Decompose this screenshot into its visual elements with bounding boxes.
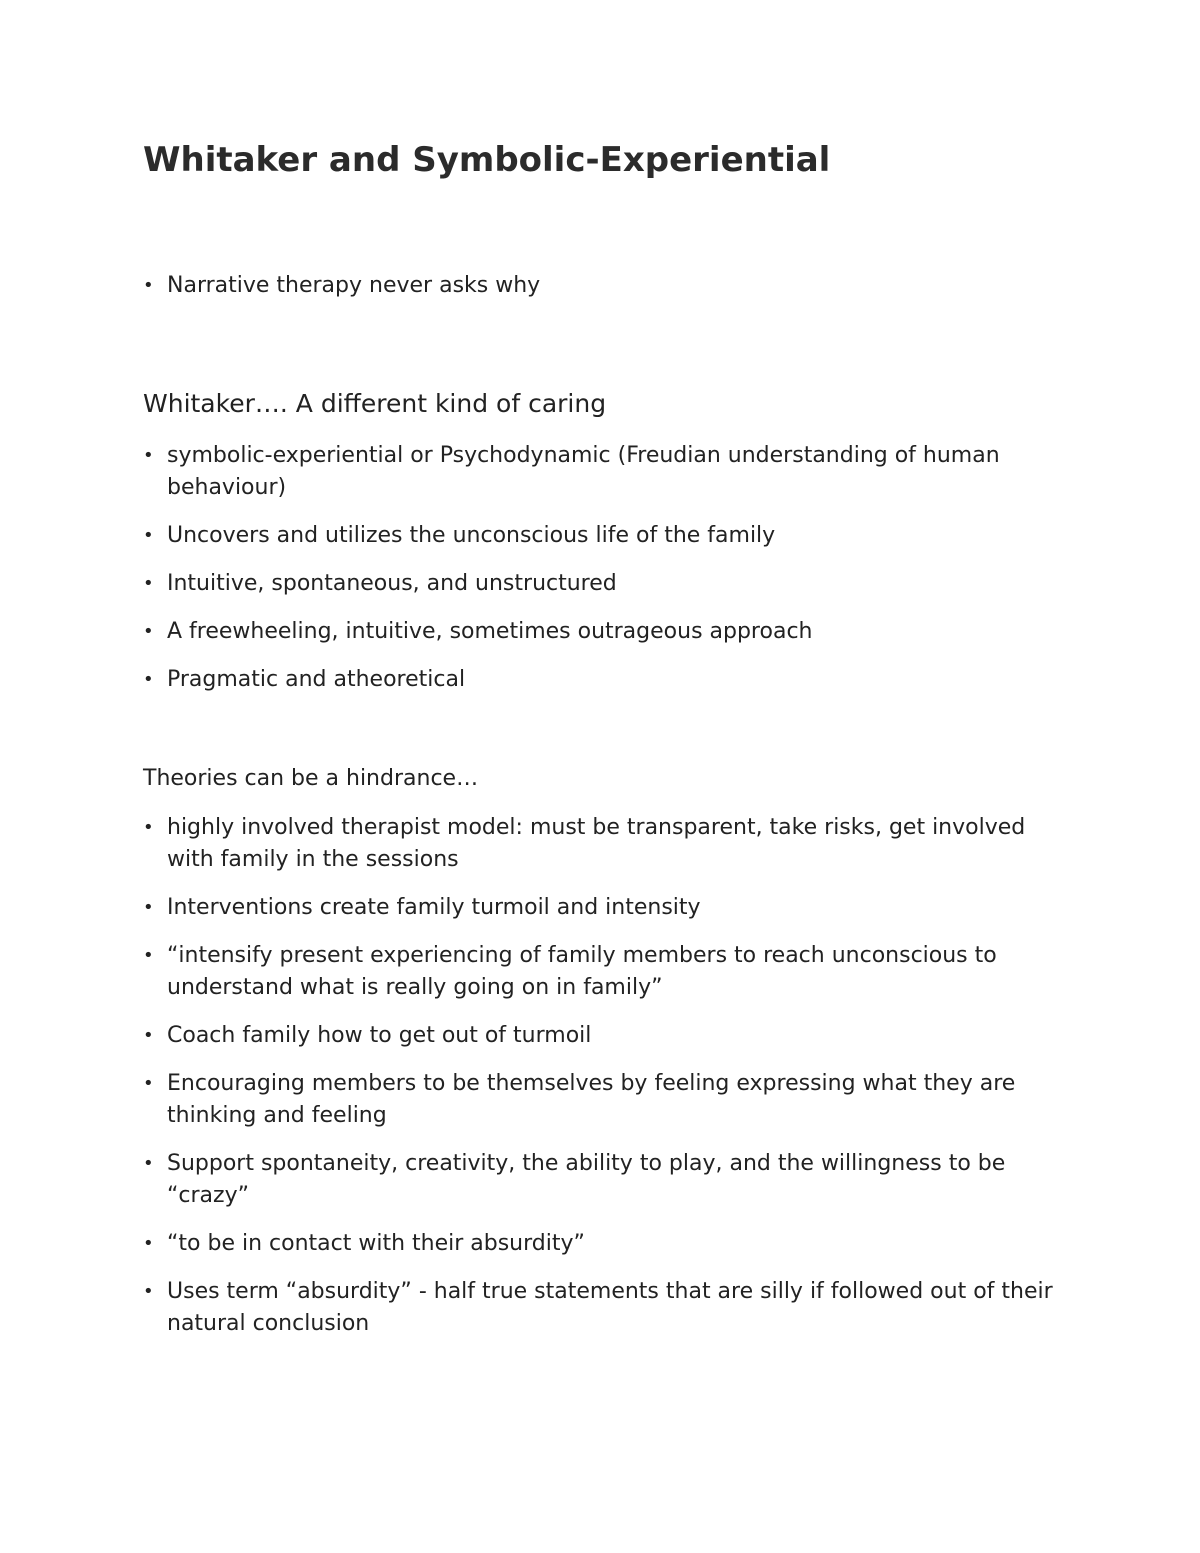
bullet-icon: • [143,445,154,466]
list-item [143,892,1073,924]
list-item-text: A freewheeling, intuitive, sometimes outrageous approach [167,619,813,644]
bullet-icon: • [143,669,154,690]
bullet-icon: • [143,525,154,546]
list-item [143,616,1073,648]
list-item [143,1068,1073,1132]
list-item-text: “intensify present experiencing of family members to reach unconscious to understand what is really going on in family” [167,943,997,1000]
bullet-icon: • [143,817,154,838]
list-item-text: Pragmatic and atheoretical [167,667,466,692]
intro-bullet-list [143,270,1073,318]
bullet-icon: • [143,897,154,918]
bullet-icon: • [143,1025,154,1046]
list-item [143,440,1073,504]
bullet-icon: • [143,1233,154,1254]
list-item [143,1148,1073,1212]
list-item-text: “to be in contact with their absurdity” [167,1231,585,1256]
list-item [143,664,1073,696]
list-item-text: Interventions create family turmoil and intensity [167,895,701,920]
list-item-text: Uncovers and utilizes the unconscious life of the family [167,523,776,548]
bullet-icon: • [143,573,154,594]
list-item [143,520,1073,552]
list-item [143,812,1073,876]
bullet-icon: • [143,945,154,966]
theories-bullet-list [143,812,1073,1356]
bullet-icon: • [143,621,154,642]
bullet-icon: • [143,1281,154,1302]
list-item-text: Narrative therapy never asks why [167,273,541,298]
list-item [143,940,1073,1004]
list-item-text: highly involved therapist model: must be transparent, take risks, get involved with family in the sessions [167,815,1026,872]
list-item-text: Encouraging members to be themselves by feeling expressing what they are thinking and feeling [167,1071,1016,1128]
list-item [143,270,1073,302]
document-title: Whitaker and Symbolic-Experiential [143,140,831,180]
bullet-icon: • [143,275,154,296]
bullet-icon: • [143,1153,154,1174]
whitaker-bullet-list [143,440,1073,712]
section-heading-whitaker: Whitaker…. A different kind of caring [143,389,607,418]
section-heading-theories: Theories can be a hindrance… [143,766,479,791]
list-item [143,1276,1073,1340]
list-item [143,1020,1073,1052]
list-item [143,568,1073,600]
list-item-text: Support spontaneity, creativity, the ability to play, and the willingness to be “crazy” [167,1151,1006,1208]
list-item-text: symbolic-experiential or Psychodynamic (Freudian understanding of human behaviour) [167,443,1000,500]
bullet-icon: • [143,1073,154,1094]
list-item-text: Intuitive, spontaneous, and unstructured [167,571,617,596]
list-item-text: Coach family how to get out of turmoil [167,1023,592,1048]
list-item [143,1228,1073,1260]
list-item-text: Uses term “absurdity” - half true statements that are silly if followed out of their natural conclusion [167,1279,1053,1336]
